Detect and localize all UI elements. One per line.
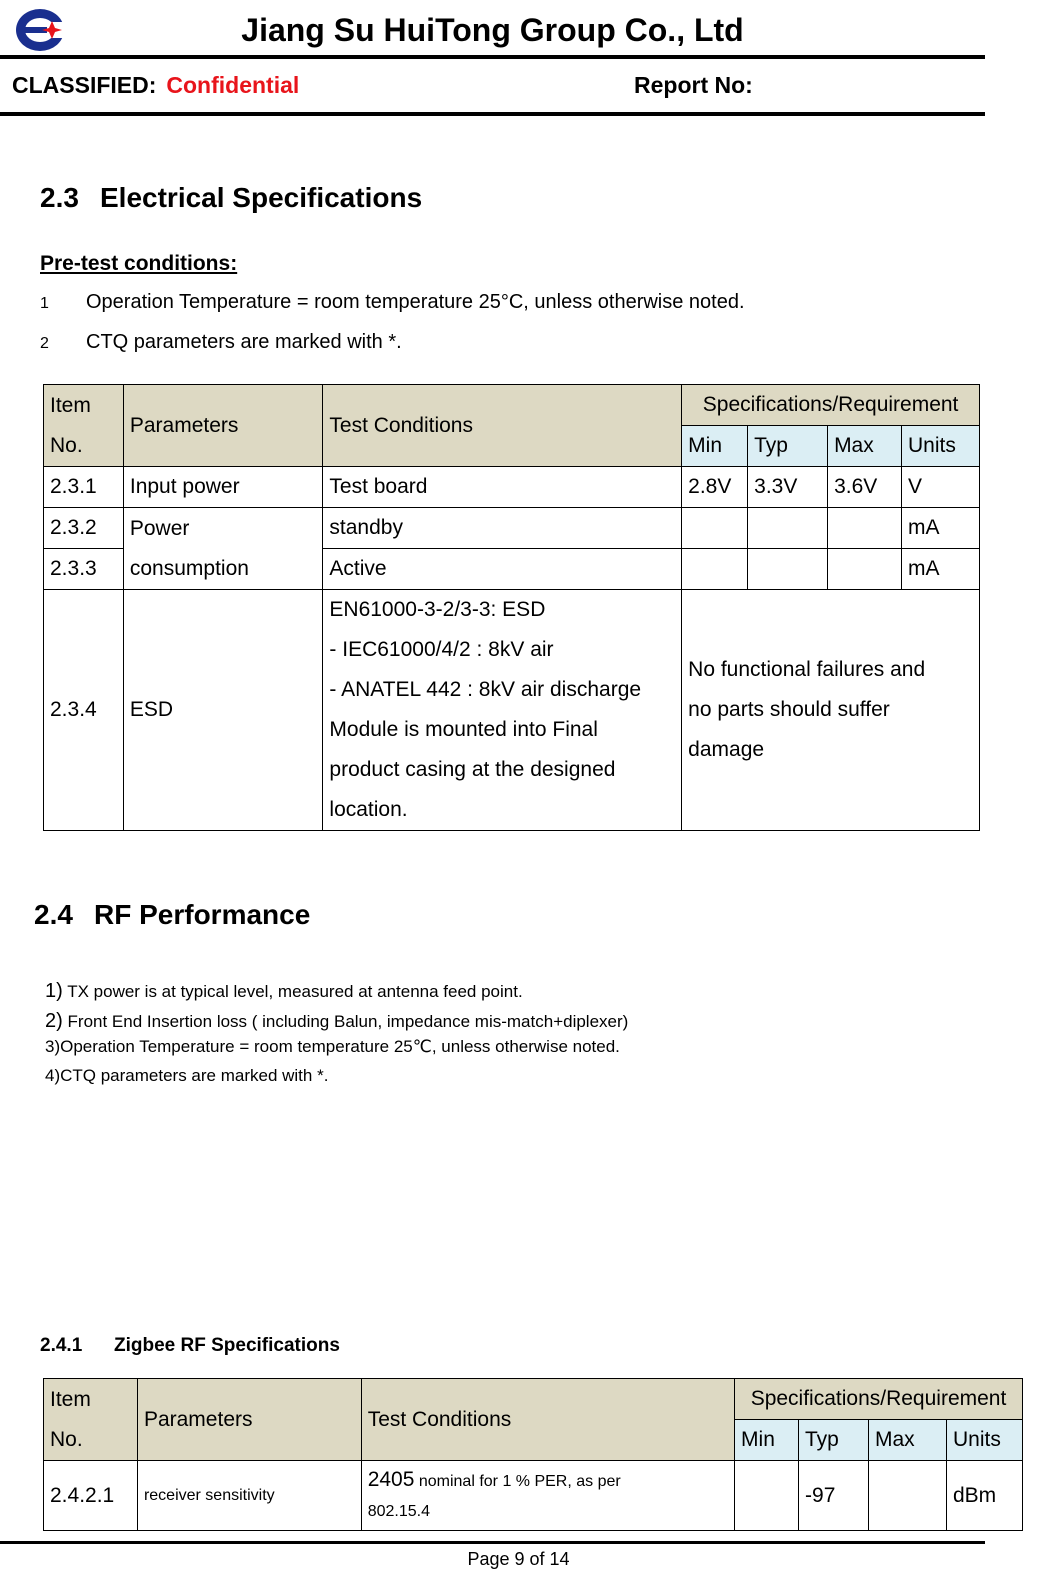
cell-units: mA <box>902 508 980 549</box>
header-units: Units <box>902 426 980 467</box>
note-item: 1) TX power is at typical level, measured at antenna feed point. <box>45 980 523 1002</box>
header-typ: Typ <box>799 1420 869 1461</box>
section-heading-2-3 <box>40 182 422 214</box>
report-number-label: Report No: <box>634 72 753 98</box>
cell-min: 2.8V <box>682 467 748 508</box>
table-row <box>44 467 980 508</box>
cell-min <box>735 1461 799 1531</box>
header-rule-top <box>0 55 985 59</box>
header-units: Units <box>946 1420 1022 1461</box>
condition-number: 1 <box>40 295 49 312</box>
cell-requirement: No functional failures and no parts should suffer damage <box>682 590 980 831</box>
subsection-number: 2.4.1 <box>40 1335 83 1356</box>
classified-label: CLASSIFIED: <box>12 72 157 98</box>
header-max: Max <box>869 1420 947 1461</box>
table-row <box>44 590 980 831</box>
header-parameters: Parameters <box>123 385 323 467</box>
table-row <box>44 508 980 549</box>
cell-item: 2.3.3 <box>44 549 124 590</box>
header-item-no: Item No. <box>44 1379 138 1461</box>
cell-typ: 3.3V <box>748 467 828 508</box>
header-test-conditions: Test Conditions <box>323 385 682 467</box>
note-item: 3)Operation Temperature = room temperature 25℃, unless otherwise noted. <box>45 1037 620 1056</box>
condition-item <box>40 291 745 314</box>
section-number: 2.3 <box>40 182 79 213</box>
cell-parameter: ESD <box>123 590 323 831</box>
cell-condition: 2405 nominal for 1 % PER, as per 802.15.4 <box>361 1461 734 1531</box>
cell-condition: EN61000-3-2/3-3: ESD - IEC61000/4/2 : 8kV air - ANATEL 442 : 8kV air discharge Module is mounted into Final product casing at the designed location. <box>323 590 682 831</box>
cell-condition: standby <box>323 508 682 549</box>
company-name: Jiang Su HuiTong Group Co., Ltd <box>241 12 744 48</box>
classification <box>12 72 299 99</box>
cell-item: 2.3.2 <box>44 508 124 549</box>
cell-parameter: Power consumption <box>123 508 323 590</box>
cell-typ <box>748 549 828 590</box>
pretest-heading: Pre-test conditions: <box>40 252 238 275</box>
zigbee-spec-table <box>43 1378 1023 1531</box>
table-row <box>44 1461 1023 1531</box>
header-parameters: Parameters <box>137 1379 361 1461</box>
header-typ: Typ <box>748 426 828 467</box>
condition-number: 2 <box>40 335 49 352</box>
cell-max <box>828 549 902 590</box>
section-title: RF Performance <box>94 899 311 930</box>
cell-units: dBm <box>946 1461 1022 1531</box>
subsection-title: Zigbee RF Specifications <box>114 1335 340 1356</box>
cell-condition: Active <box>323 549 682 590</box>
header-test-conditions: Test Conditions <box>361 1379 734 1461</box>
condition-text: CTQ parameters are marked with *. <box>86 331 402 353</box>
header-max: Max <box>828 426 902 467</box>
condition-item <box>40 331 402 354</box>
cell-min <box>682 549 748 590</box>
footer-rule <box>0 1541 985 1544</box>
classified-value: Confidential <box>166 72 300 98</box>
cell-typ <box>748 508 828 549</box>
cell-max <box>869 1461 947 1531</box>
cell-max: 3.6V <box>828 467 902 508</box>
cell-parameter: Input power <box>123 467 323 508</box>
cell-condition: Test board <box>323 467 682 508</box>
header-specifications: Specifications/Requirement <box>682 385 980 426</box>
cell-units: mA <box>902 549 980 590</box>
cell-max <box>828 508 902 549</box>
cell-min <box>682 508 748 549</box>
cell-item: 2.4.2.1 <box>44 1461 138 1531</box>
cell-parameter: receiver sensitivity <box>137 1461 361 1531</box>
cell-units: V <box>902 467 980 508</box>
header-min: Min <box>735 1420 799 1461</box>
condition-text: Operation Temperature = room temperature 25°C, unless otherwise noted. <box>86 291 745 313</box>
header-min: Min <box>682 426 748 467</box>
section-heading-2-4 <box>34 899 310 931</box>
subsection-heading-2-4-1 <box>40 1335 340 1357</box>
header-item-no: Item No. <box>44 385 124 467</box>
page-number: Page 9 of 14 <box>467 1549 570 1569</box>
section-number: 2.4 <box>34 899 73 930</box>
header-rule-bottom <box>0 112 985 116</box>
note-item: 2) Front End Insertion loss ( including Balun, impedance mis-match+diplexer) <box>45 1010 629 1032</box>
header-specifications: Specifications/Requirement <box>735 1379 1023 1420</box>
cell-typ: -97 <box>799 1461 869 1531</box>
note-item: 4)CTQ parameters are marked with *. <box>45 1066 329 1085</box>
cell-item: 2.3.4 <box>44 590 124 831</box>
cell-item: 2.3.1 <box>44 467 124 508</box>
electrical-spec-table <box>43 384 980 831</box>
section-title: Electrical Specifications <box>100 182 423 213</box>
